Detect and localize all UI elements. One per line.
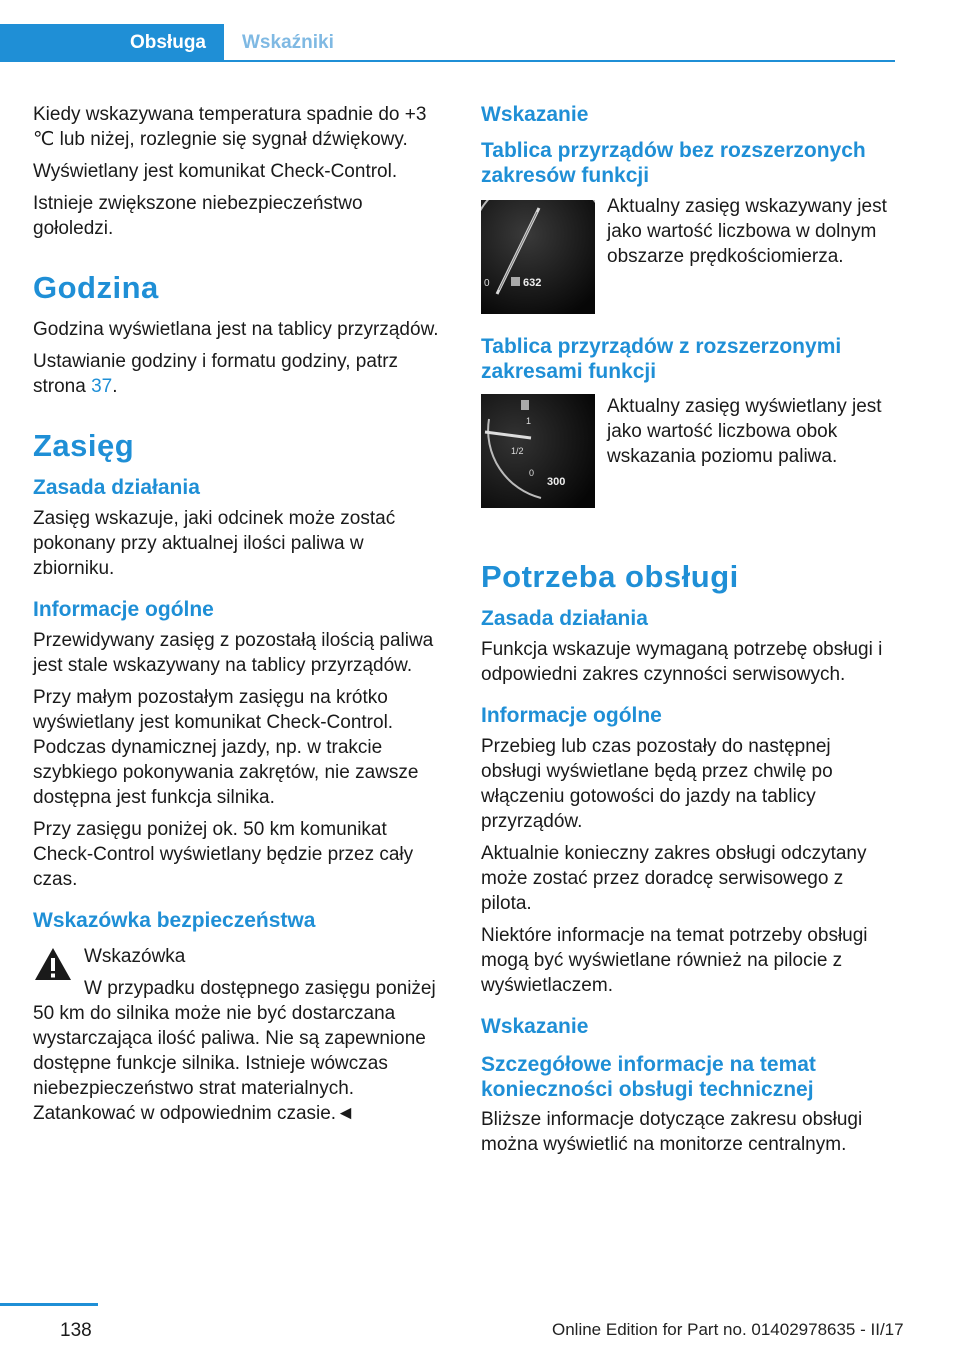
fuel-pump-icon <box>521 400 529 410</box>
section-title-potrzeba: Potrzeba obsługi <box>481 559 739 594</box>
fig1-range-value: 632 <box>523 277 542 289</box>
footer-rule <box>0 1303 98 1306</box>
page-number: 138 <box>60 1320 92 1341</box>
fig1-zero-label: 0 <box>484 278 490 289</box>
tab-wskazniki[interactable]: Wskaźniki <box>242 32 334 53</box>
speedometer-illustration <box>481 200 595 314</box>
subsection-title-zasada-r: Zasada działania <box>481 607 648 630</box>
paragraph <box>33 349 448 399</box>
paragraph: Przebieg lub czas pozostały do następnej obsługi wyświetlane będą przez chwilę po włączeniu gotowości do jazdy na tablicy przyrządów. <box>481 736 833 832</box>
figure-caption-1: Aktualny zasięg wskazywany jest jako wartość liczbowa w dolnym obszarze prędkościomierza. <box>607 196 887 267</box>
edition-text: Online Edition for Part no. 01402978635 - II/17 <box>552 1320 904 1339</box>
figure-caption-2: Aktualny zasięg wyświetlany jest jako wartość liczbowa obok wskazania poziomu paliwa. <box>607 396 882 467</box>
warning-text <box>33 976 448 1126</box>
subsection-title-wskazanie: Wskazanie <box>481 103 589 126</box>
fuel-gauge-illustration <box>481 394 595 508</box>
warning-triangle-icon <box>33 946 73 982</box>
subsection-title-tablica2: Tablica przyrządów z rozszerzonymi zakresami funkcji <box>481 335 842 383</box>
paragraph: Przy zasięgu poniżej ok. 50 km komunikat Check-Control wyświetlany będzie przez cały czas. <box>33 819 414 890</box>
figure-row-1 <box>481 194 896 314</box>
paragraph: Przy małym pozostałym zasięgu na krótko wyświetlany jest komunikat Check-Control. Podczas dynamicznej jazdy, np. w trakcie szybkiego pokonywania zakrętów, nie zawsze dostępna jest funkcja silnika. <box>33 687 419 808</box>
paragraph-end: . <box>112 376 118 397</box>
paragraph: Zasięg wskazuje, jaki odcinek może zostać pokonany przy aktualnej ilości paliwa w zbiorniku. <box>33 508 396 579</box>
tab-obsluga[interactable]: Obsługa <box>0 24 224 60</box>
right-column <box>481 102 896 1164</box>
fuel-pump-icon <box>511 277 520 286</box>
subsection-title-tablica1: Tablica przyrządów bez rozszerzonych zakresów funkcji <box>481 139 866 187</box>
paragraph: Funkcja wskazuje wymaganą potrzebę obsługi i odpowiedni zakres czynności serwisowych. <box>481 639 883 685</box>
header-tabbar <box>0 24 895 62</box>
paragraph: Godzina wyświetlana jest na tablicy przyrządów. <box>33 319 439 340</box>
paragraph: Niektóre informacje na temat potrzeby obsługi mogą być wyświetlane również na pilocie z wyświetlaczem. <box>481 925 868 996</box>
fig2-one-label: 1 <box>526 416 532 426</box>
subsection-title-informacje: Informacje ogólne <box>33 598 214 621</box>
paragraph: Kiedy wskazywana temperatura spadnie do +3 ℃ lub niżej, rozlegnie się sygnał dźwiękowy. <box>33 104 427 150</box>
paragraph: Istnieje zwiększone niebezpieczeństwo gołoledzi. <box>33 193 363 239</box>
subsection-title-zasada: Zasada działania <box>33 476 200 499</box>
warning-note <box>33 944 448 1126</box>
warning-label: Wskazówka <box>84 946 186 967</box>
subsection-title-wskazanie-2: Wskazanie <box>481 1015 589 1038</box>
subsection-title-szczegolowe: Szczegółowe informacje na temat konieczności obsługi technicznej <box>481 1053 816 1101</box>
paragraph: Wyświetlany jest komunikat Check-Control. <box>33 161 398 182</box>
subsection-title-informacje-r: Informacje ogólne <box>481 704 662 727</box>
fig2-half-label: 1/2 <box>511 446 524 456</box>
page-link-37[interactable]: 37 <box>91 376 113 397</box>
paragraph-text: Ustawianie godziny i formatu godziny, patrz strona <box>33 351 399 397</box>
section-title-godzina: Godzina <box>33 270 159 305</box>
paragraph: Przewidywany zasięg z pozostałą ilością paliwa jest stale wskazywany na tablicy przyrządów. <box>33 630 434 676</box>
fig2-zero-label: 0 <box>529 468 535 478</box>
section-title-zasieg: Zasięg <box>33 428 135 463</box>
warning-text-body: W przypadku dostępnego zasięgu poniżej 50 km do silnika może nie być dostarczana wystarczająca ilość paliwa. Nie są zapewnione dostępne funkcje silnika. Istnieje wówczas niebezpieczeństwo strat materialnych. Zatankować w odpowiednim czasie.◄ <box>33 978 436 1124</box>
fig2-range-value: 300 <box>547 476 566 488</box>
figure-row-2 <box>481 394 896 518</box>
paragraph: Aktualnie konieczny zakres obsługi odczytany może zostać przez doradcę serwisowego z pilota. <box>481 843 867 914</box>
instrument-figure-2 <box>481 394 595 508</box>
left-column <box>33 102 448 1133</box>
instrument-figure-1 <box>481 200 595 314</box>
subsection-title-safety: Wskazówka bezpieczeństwa <box>33 909 316 932</box>
paragraph: Bliższe informacje dotyczące zakresu obsługi można wyświetlić na monitorze centralnym. <box>481 1109 863 1155</box>
